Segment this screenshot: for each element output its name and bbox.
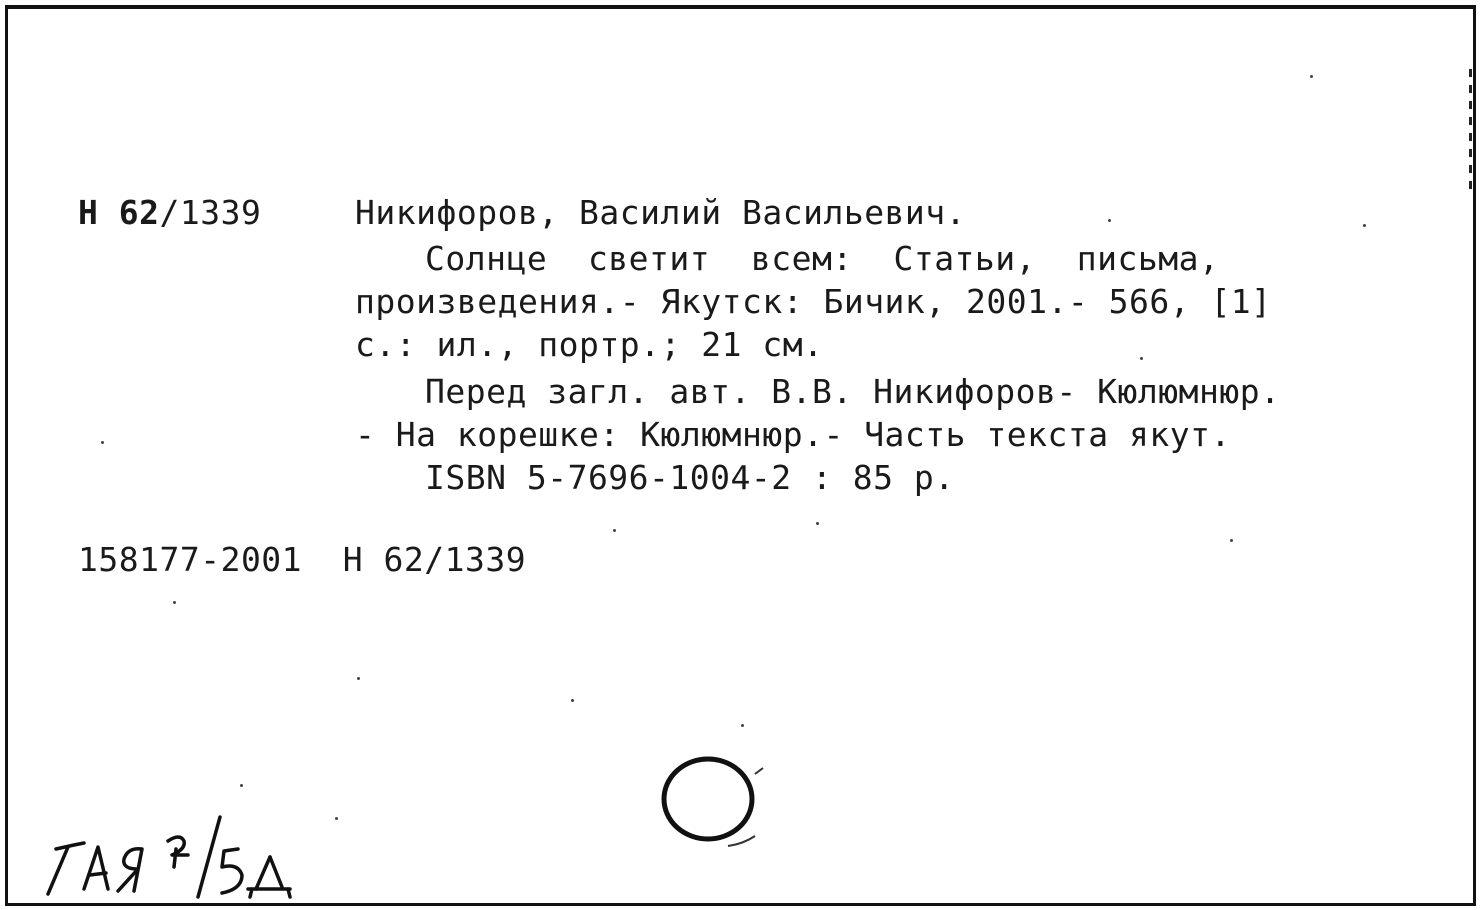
isbn-line: ISBN 5-7696-1004-2 : 85 р. xyxy=(425,458,955,497)
card-edge-mark xyxy=(1469,69,1472,189)
call-number xyxy=(78,192,261,234)
catalog-card xyxy=(5,5,1476,906)
title-line-1: Солнце светит всем: Статьи, письма, xyxy=(425,239,1220,278)
call-number-suffix: /1339 xyxy=(159,193,262,232)
title-line-3: с.: ил., портр.; 21 см. xyxy=(355,325,824,364)
circle-stamp xyxy=(643,744,783,864)
record-number: 158177-2001 Н 62/1339 xyxy=(78,540,527,579)
handwritten-signature xyxy=(38,809,318,904)
note-line-2: - На корешке: Кюлюмнюр.- Часть текста якут. xyxy=(355,415,1231,454)
note-line-1: Перед загл. авт. В.В. Никифоров- Кюлюмнюр. xyxy=(425,372,1281,411)
call-number-prefix: Н 62 xyxy=(78,193,160,232)
author-heading: Никифоров, Василий Васильевич. xyxy=(355,193,967,232)
title-line-2: произведения.- Якутск: Бичик, 2001.- 566, [1] xyxy=(355,282,1272,321)
